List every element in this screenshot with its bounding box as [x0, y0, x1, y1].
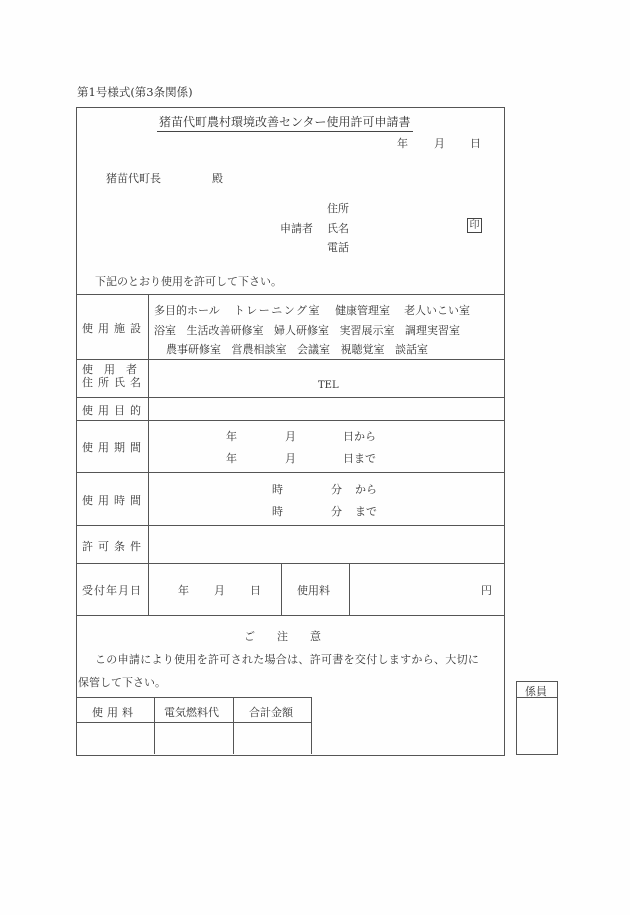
period-to-month: 月	[285, 452, 296, 465]
fee-table-top	[76, 697, 311, 698]
facility-option[interactable]: 農事研修室	[166, 343, 221, 356]
period-from-day: 日から	[343, 430, 376, 443]
staff-stamp-field[interactable]	[518, 699, 555, 752]
table-divider	[76, 615, 504, 616]
receipt-yen: 円	[481, 584, 492, 597]
form-title: 猪苗代町農村環境改善センター使用許可申請書	[157, 113, 413, 132]
facility-option[interactable]: 談話室	[395, 343, 428, 356]
table-divider	[76, 472, 504, 473]
facility-option[interactable]: 営農相談室	[231, 343, 287, 356]
facility-option[interactable]: 婦人研修室	[274, 324, 329, 337]
notice-heading: ご 注 意	[244, 630, 321, 643]
period-to-year: 年	[226, 452, 237, 465]
conditions-label: 許可条件	[82, 540, 146, 553]
fee-header-usage: 使用料	[92, 706, 137, 719]
applicant-label: 申請者	[280, 222, 313, 235]
fee-table-divider	[311, 697, 312, 754]
addressee-name: 猪苗代町長	[106, 172, 161, 185]
tel-label: TEL	[318, 380, 339, 391]
conditions-field[interactable]	[150, 527, 502, 562]
purpose-field[interactable]	[150, 399, 502, 419]
fee-total-field[interactable]	[235, 724, 310, 753]
table-divider	[76, 359, 504, 360]
facility-option[interactable]: 視聴覚室	[340, 343, 385, 356]
applicant-address-field[interactable]	[360, 198, 460, 214]
receipt-month: 月	[214, 584, 225, 597]
receipt-divider	[281, 563, 282, 615]
period-label: 使用期間	[82, 441, 146, 454]
period-from-year: 年	[226, 430, 237, 443]
time-to-hour: 時	[272, 505, 283, 518]
facility-option[interactable]: 老人いこい室	[404, 304, 471, 317]
time-from-minute: 分	[331, 483, 342, 496]
time-label: 使用時間	[82, 494, 146, 507]
facilities-label: 使用施設	[82, 322, 146, 335]
receipt-day: 日	[250, 584, 261, 597]
facility-option[interactable]: トレーニング室	[233, 304, 322, 317]
date-month-label: 月	[434, 137, 445, 150]
table-divider	[76, 525, 504, 526]
period-from-month: 月	[285, 430, 296, 443]
applicant-address-label: 住所	[327, 202, 349, 215]
time-to-minute: 分	[331, 505, 342, 518]
receipt-fee-field[interactable]	[351, 565, 476, 614]
period-to-day: 日まで	[343, 452, 376, 465]
table-divider	[76, 420, 504, 421]
addressee-honorific: 殿	[212, 172, 223, 185]
facility-option[interactable]: 浴室	[154, 324, 176, 337]
time-to-suffix: まで	[355, 505, 377, 518]
fee-table-divider	[233, 697, 234, 754]
table-divider	[76, 294, 504, 295]
applicant-phone-field[interactable]	[360, 237, 460, 253]
facilities-options-line1	[154, 302, 470, 318]
receipt-date-label: 受付年月日	[82, 584, 142, 597]
facility-option[interactable]: 会議室	[297, 343, 330, 356]
fee-header-total: 合計金額	[249, 706, 293, 719]
facilities-options-line2	[154, 322, 460, 338]
facility-option[interactable]: 調理実習室	[405, 324, 460, 337]
time-from-suffix: から	[355, 483, 377, 496]
request-text: 下記のとおり使用を許可して下さい。	[95, 275, 282, 288]
applicant-name-field[interactable]	[360, 218, 460, 234]
fee-utility-field[interactable]	[156, 724, 232, 753]
fee-table-header-divider	[76, 722, 311, 723]
fee-usage-field[interactable]	[78, 724, 153, 753]
facility-option[interactable]: 生活改善研修室	[186, 324, 264, 337]
user-label-line1: 使 用 者	[82, 363, 137, 376]
fee-table-divider	[154, 697, 155, 754]
receipt-date-field[interactable]	[150, 565, 280, 614]
time-field[interactable]	[150, 474, 502, 524]
purpose-label: 使用目的	[82, 404, 146, 417]
facility-option[interactable]: 多目的ホール	[154, 304, 220, 317]
user-label-line2: 住所氏名	[82, 376, 146, 389]
date-day-label: 日	[470, 137, 481, 150]
applicant-name-label: 氏名	[327, 222, 349, 235]
receipt-divider	[349, 563, 350, 615]
user-label	[82, 363, 146, 389]
facility-option[interactable]: 健康管理室	[335, 304, 391, 317]
staff-label: 係員	[525, 685, 547, 698]
table-divider	[76, 563, 504, 564]
label-column-divider	[148, 294, 149, 615]
applicant-phone-label: 電話	[327, 241, 349, 254]
fee-header-utility: 電気燃料代	[164, 706, 219, 719]
table-divider	[76, 397, 504, 398]
facility-option[interactable]: 実習展示室	[339, 324, 395, 337]
notice-text-line2: 保管して下さい。	[78, 676, 166, 689]
time-from-hour: 時	[272, 483, 283, 496]
date-year-label: 年	[397, 137, 408, 150]
facilities-options-line3	[166, 341, 428, 357]
period-field[interactable]	[150, 422, 502, 471]
notice-text-line1: この申請により使用を許可された場合は、許可書を交付しますから、大切に	[95, 653, 480, 666]
receipt-fee-label: 使用料	[297, 584, 330, 597]
receipt-year: 年	[178, 584, 189, 597]
seal-mark: 印	[467, 218, 482, 233]
form-number: 第1号様式(第3条関係)	[77, 85, 193, 99]
